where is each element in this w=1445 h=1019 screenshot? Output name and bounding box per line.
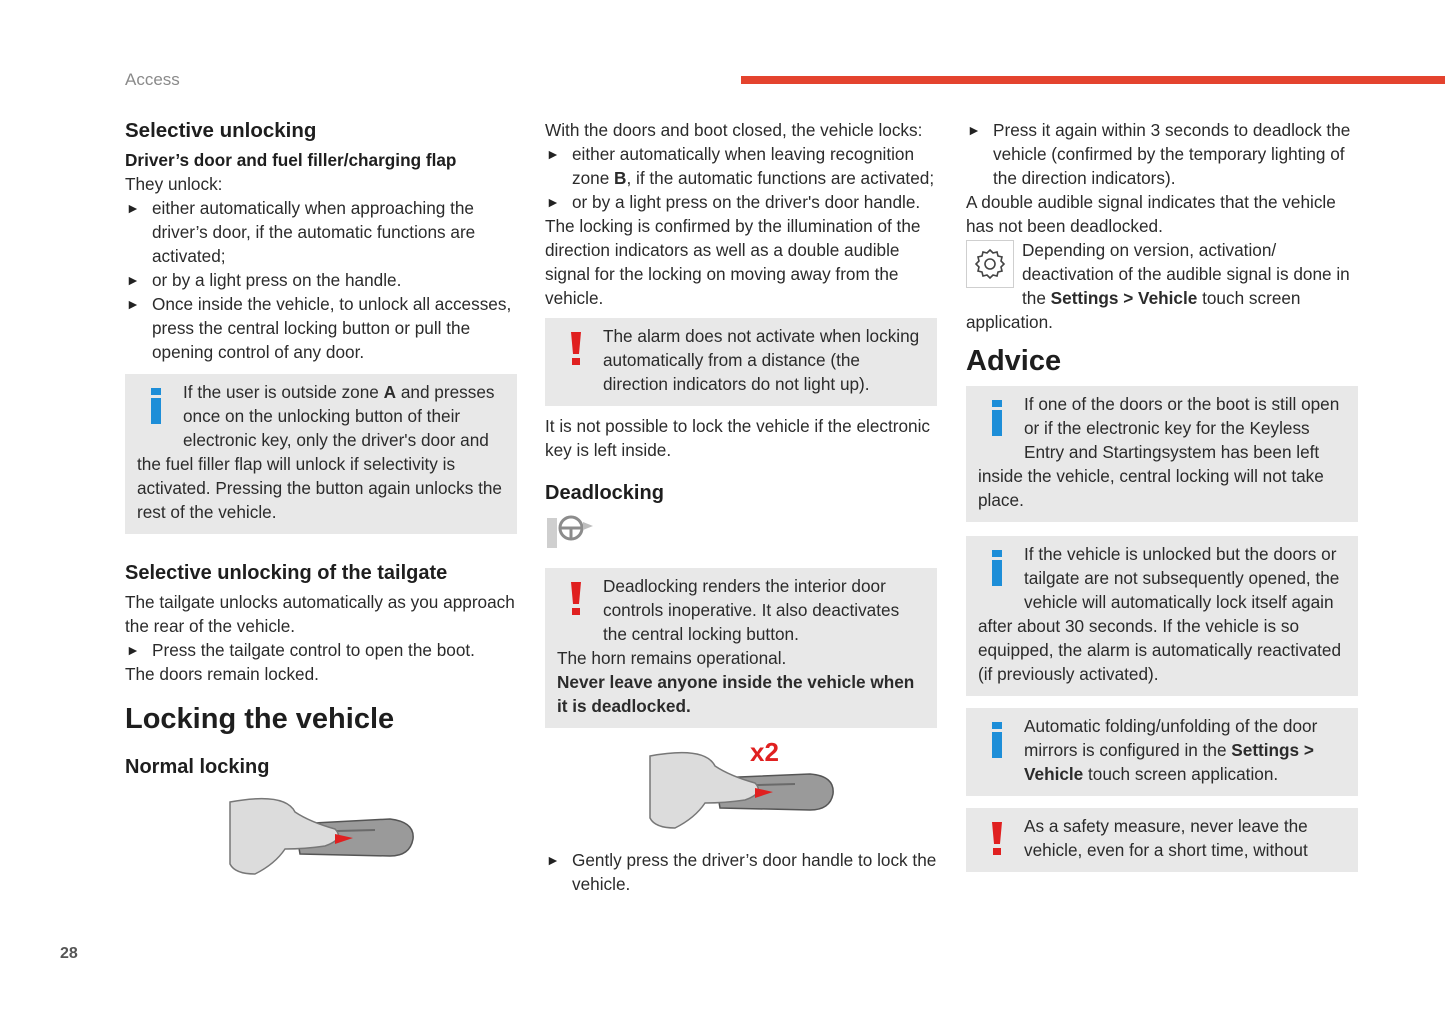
info-note-text: Automatic folding/unfolding of the door mirrors is configured in the Settings > Vehicle touch screen application. [1024, 716, 1318, 784]
bullet-item: ► or by a light press on the handle. [125, 268, 517, 292]
bullet-item: ► Gently press the driver’s door handle to lock the vehicle. [545, 848, 937, 896]
bullet-item: ► either automatically when leaving recognition zone B, if the automatic functions are activated; [545, 142, 937, 190]
bullet-item: ► or by a light press on the driver's door handle. [545, 190, 937, 214]
info-note [966, 708, 1358, 796]
tailgate-text: The tailgate unlocks automatically as you approach the rear of the vehicle. [125, 592, 515, 636]
lock-not-possible-text: It is not possible to lock the vehicle if the electronic key is left inside. [545, 416, 931, 460]
info-note-text: If one of the doors or the boot is still open or if the electronic key for the Keyless Entry and Startingsystem has been left inside the vehicle, central locking will not take place. [978, 394, 1340, 510]
info-icon [986, 396, 1012, 444]
info-icon [986, 546, 1012, 594]
title-deadlocking: Deadlocking [545, 482, 664, 504]
warning-icon [565, 578, 591, 626]
column-1 [125, 118, 517, 890]
header-accent-bar [741, 76, 1445, 84]
settings-note [966, 238, 1358, 334]
bullet-item: ► Once inside the vehicle, to unlock all accesses, press the central locking button or pull the opening control of any door. [125, 292, 517, 364]
audible-signal-text: A double audible signal indicates that the vehicle has not been deadlocked. [966, 192, 1336, 236]
column-3 [966, 118, 1358, 872]
subtitle-driver-door: Driver’s door and fuel filler/charging flap [125, 150, 457, 170]
bullet-item: ► Press it again within 3 seconds to deadlock the vehicle (confirmed by the temporary lighting of the direction indicators). [966, 118, 1358, 190]
locking-intro: With the doors and boot closed, the vehicle locks: [545, 120, 923, 140]
title-tailgate: Selective unlocking of the tailgate [125, 562, 448, 584]
double-press-illustration [645, 737, 937, 842]
deadlock-warning-text: Deadlocking renders the interior door controls inoperative. It also deactivates the central locking button. [603, 576, 900, 644]
info-note-text: If the vehicle is unlocked but the doors or tailgate are not subsequently opened, the vehicle will automatically lock itself again after about 30 seconds. If the vehicle is so equipped, the alarm is automatically reactivated (if previously activated). [978, 544, 1342, 684]
deadlock-warning-bold: Never leave anyone inside the vehicle when it is deadlocked. [557, 672, 915, 716]
deadlock-warning-note [545, 568, 937, 728]
info-note [125, 374, 517, 534]
title-locking-vehicle: Locking the vehicle [125, 703, 395, 735]
warning-note-text: The alarm does not activate when locking automatically from a distance (the direction indicators do not light up). [603, 326, 920, 394]
warning-note-text: As a safety measure, never leave the vehicle, even for a short time, without [1024, 816, 1308, 860]
title-advice: Advice [966, 345, 1062, 377]
info-icon [145, 384, 171, 432]
door-handle-illustration [225, 794, 517, 890]
bullet-item: ► either automatically when approaching the driver’s door, if the automatic functions are activated; [125, 196, 517, 268]
title-normal-locking: Normal locking [125, 756, 270, 778]
warning-icon [986, 818, 1012, 866]
section-header: Access [125, 70, 180, 89]
x2-label: x2 [750, 737, 779, 767]
locking-confirm-text: The locking is confirmed by the illumination of the direction indicators as well as a double audible signal for the locking on moving away from the vehicle. [545, 216, 921, 308]
deadlock-warning-horn: The horn remains operational. [557, 648, 787, 668]
info-note [966, 386, 1358, 522]
warning-note [545, 318, 937, 406]
info-note [966, 536, 1358, 696]
column-2 [545, 118, 937, 896]
info-icon [986, 718, 1012, 766]
info-note-text: If the user is outside zone A and presses once on the unlocking button of their electronic key, only the driver's door and the fuel filler flap will unlock if selectivity is activated. Pressing the button again unlocks the rest of the vehicle. [137, 382, 502, 522]
gear-icon [966, 240, 1014, 288]
bullet-item: ► Press the tailgate control to open the boot. [125, 638, 517, 662]
page-number: 28 [60, 945, 78, 962]
steering-wheel-icon [545, 514, 937, 554]
warning-note [966, 808, 1358, 872]
tailgate-after-text: The doors remain locked. [125, 664, 319, 684]
intro-text: They unlock: [125, 174, 223, 194]
warning-icon [565, 328, 591, 376]
title-selective-unlocking: Selective unlocking [125, 119, 317, 142]
settings-note-text: Depending on version, activation/ deactivation of the audible signal is done in the Settings > Vehicle touch screen application. [966, 240, 1350, 332]
